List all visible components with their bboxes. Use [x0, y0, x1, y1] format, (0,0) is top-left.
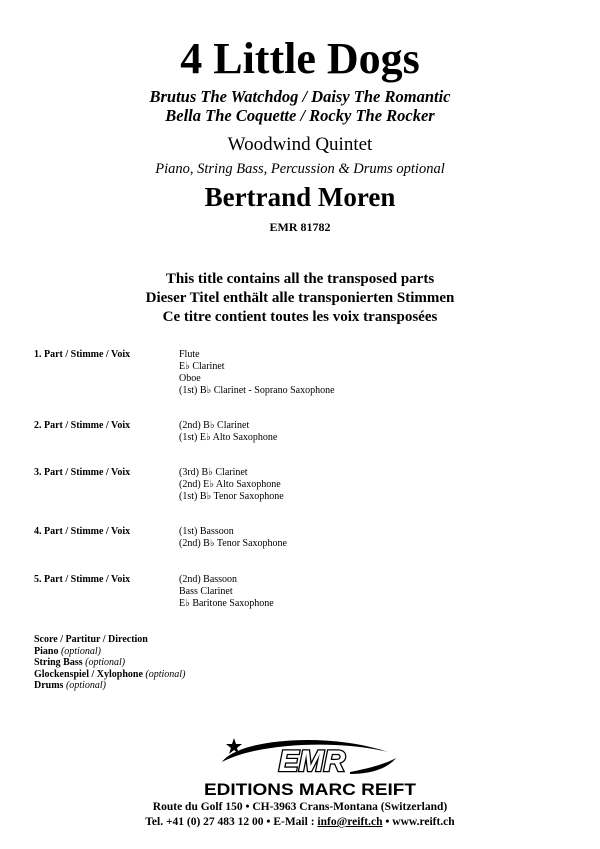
extra-drums: Drums (optional) — [34, 680, 106, 692]
page-title: 4 Little Dogs — [180, 34, 420, 83]
instrument-item: Flute — [179, 349, 200, 360]
instrument-item: Oboe — [179, 373, 201, 384]
part-3-instruments — [179, 467, 284, 503]
subtitle-line-2: Bella The Coquette / Rocky The Rocker — [165, 106, 435, 125]
part-4-instruments — [179, 526, 287, 550]
instrument-item: E♭ Baritone Saxophone — [179, 598, 274, 609]
composer: Bertrand Moren — [204, 182, 396, 212]
logo-publisher-name: EDITIONS MARC REIFT — [204, 780, 417, 799]
publisher-contact: Tel. +41 (0) 27 483 12 00 • E-Mail : info@reift.ch • www.reift.ch — [145, 816, 455, 828]
part-4-label: 4. Part / Stimme / Voix — [34, 526, 131, 537]
instrument-item: (1st) E♭ Alto Saxophone — [179, 432, 278, 443]
extra-piano: Piano (optional) — [34, 645, 101, 657]
instrument-item: (1st) Bassoon — [179, 526, 234, 537]
catalog-code: EMR 81782 — [269, 220, 331, 234]
instrument-item: E♭ Clarinet — [179, 361, 225, 372]
part-1-label: 1. Part / Stimme / Voix — [34, 349, 131, 360]
info-german: Dieser Titel enthält alle transponierten Stimmen — [145, 290, 455, 306]
publisher-address: Route du Golf 150 • CH-3963 Crans-Montana (Switzerland) — [152, 801, 448, 813]
part-5-instruments — [179, 574, 274, 610]
instrument-item: (2nd) B♭ Clarinet — [179, 420, 250, 431]
instrument-item: (2nd) B♭ Tenor Saxophone — [179, 538, 287, 549]
instrument-item: (1st) B♭ Clarinet - Soprano Saxophone — [179, 385, 335, 396]
extra-glockenspiel: Glockenspiel / Xylophone (optional) — [34, 668, 186, 680]
part-5-label: 5. Part / Stimme / Voix — [34, 574, 131, 585]
ensemble: Woodwind Quintet — [227, 134, 373, 155]
subtitle-line-1: Brutus The Watchdog / Daisy The Romantic — [149, 87, 451, 106]
info-english: This title contains all the transposed parts — [165, 271, 435, 287]
part-2-instruments — [179, 420, 277, 444]
instrument-item: (2nd) Bassoon — [179, 574, 238, 585]
extra-score: Score / Partitur / Direction — [34, 634, 148, 645]
instrument-item: (1st) B♭ Tenor Saxophone — [179, 491, 284, 502]
instrument-item: Bass Clarinet — [179, 586, 233, 597]
emr-logo — [200, 734, 420, 800]
email-link[interactable]: info@reift.ch — [317, 816, 383, 828]
extras-list — [34, 634, 185, 692]
part-1-instruments — [179, 349, 335, 397]
part-3-label: 3. Part / Stimme / Voix — [34, 467, 131, 478]
instrument-item: (3rd) B♭ Clarinet — [179, 467, 248, 478]
part-2-label: 2. Part / Stimme / Voix — [34, 420, 131, 431]
info-french: Ce titre contient toutes les voix transposées — [162, 309, 438, 325]
optional-instruments: Piano, String Bass, Percussion & Drums optional — [155, 161, 445, 177]
extra-string-bass: String Bass (optional) — [34, 657, 126, 669]
instrument-item: (2nd) E♭ Alto Saxophone — [179, 479, 281, 490]
logo-emr-text: EMR — [278, 745, 346, 778]
